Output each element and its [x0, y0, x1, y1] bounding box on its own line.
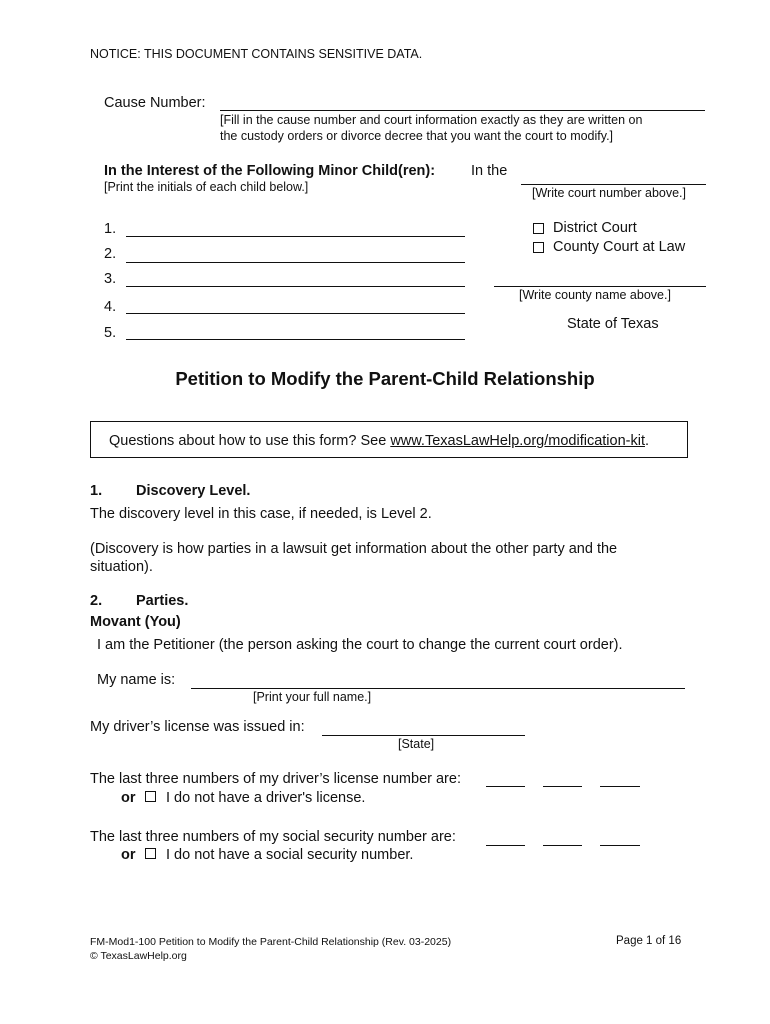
or-label-license: or [121, 790, 136, 806]
ssn-digit-field-1[interactable] [486, 845, 525, 846]
license-state-field[interactable] [322, 735, 525, 736]
district-court-checkbox[interactable] [533, 223, 544, 234]
help-link[interactable]: www.TexasLawHelp.org/modification-kit [390, 433, 645, 449]
no-license-label: I do not have a driver's license. [166, 790, 366, 806]
section-1-heading: Discovery Level. [136, 483, 251, 499]
children-heading: In the Interest of the Following Minor Child(ren): [104, 163, 436, 179]
ssn-digit-field-3[interactable] [600, 845, 640, 846]
county-court-label: County Court at Law [553, 239, 686, 255]
document-title: Petition to Modify the Parent-Child Relationship [175, 368, 595, 389]
discovery-level-text: The discovery level in this case, if needed, is Level 2. [90, 506, 432, 522]
child-initials-field-2[interactable] [126, 262, 465, 263]
or-label-ssn: or [121, 847, 136, 863]
child-number-4: 4. [104, 299, 117, 315]
discovery-note-line2: situation). [90, 559, 153, 575]
child-initials-field-1[interactable] [126, 236, 465, 237]
county-court-checkbox[interactable] [533, 242, 544, 253]
child-number-5: 5. [104, 325, 117, 341]
footer-form-id: FM-Mod1-100 Petition to Modify the Parent-Child Relationship (Rev. 03-2025) [90, 936, 452, 948]
section-1-number: 1. [90, 483, 103, 499]
state-label: State of Texas [567, 316, 659, 332]
full-name-field[interactable] [191, 688, 685, 689]
child-initials-field-4[interactable] [126, 313, 465, 314]
footer-copyright: © TexasLawHelp.org [90, 950, 187, 962]
child-initials-field-5[interactable] [126, 339, 465, 340]
ssn-digit-field-2[interactable] [543, 845, 582, 846]
help-notice-text [109, 433, 649, 449]
sensitive-data-notice: NOTICE: THIS DOCUMENT CONTAINS SENSITIVE DATA. [90, 47, 423, 61]
ssn-numbers-label: The last three numbers of my social security number are: [90, 829, 456, 845]
court-number-hint: [Write court number above.] [532, 186, 687, 200]
movant-subheading: Movant (You) [90, 614, 181, 630]
county-name-hint: [Write county name above.] [519, 288, 671, 302]
cause-hint-line1: [Fill in the cause number and court information exactly as they are written on [220, 113, 643, 127]
help-notice-prefix: Questions about how to use this form? See [109, 433, 391, 449]
cause-number-field[interactable] [220, 110, 705, 111]
section-2-number: 2. [90, 593, 103, 609]
child-initials-field-3[interactable] [126, 286, 465, 287]
no-ssn-checkbox[interactable] [145, 848, 156, 859]
license-numbers-label: The last three numbers of my driver’s license number are: [90, 771, 461, 787]
court-number-field[interactable] [521, 184, 706, 185]
child-number-3: 3. [104, 271, 117, 287]
no-ssn-label: I do not have a social security number. [166, 847, 414, 863]
in-the-label: In the [471, 163, 508, 179]
help-notice-period: . [644, 433, 649, 449]
license-digit-field-3[interactable] [600, 786, 640, 787]
cause-number-label: Cause Number: [104, 95, 206, 111]
state-hint: [State] [398, 737, 435, 751]
license-digit-field-2[interactable] [543, 786, 582, 787]
cause-hint-line2: the custody orders or divorce decree that you want the court to modify.] [220, 129, 614, 143]
name-label: My name is: [97, 672, 176, 688]
footer-page-number: Page 1 of 16 [616, 935, 682, 947]
district-court-label: District Court [553, 220, 637, 236]
county-name-field[interactable] [494, 286, 706, 287]
license-digit-field-1[interactable] [486, 786, 525, 787]
license-state-label: My driver’s license was issued in: [90, 719, 305, 735]
child-number-1: 1. [104, 221, 117, 237]
child-number-2: 2. [104, 246, 117, 262]
section-2-heading: Parties. [136, 593, 189, 609]
discovery-note-line1: (Discovery is how parties in a lawsuit get information about the other party and the [90, 541, 618, 557]
name-hint: [Print your full name.] [253, 690, 372, 704]
no-license-checkbox[interactable] [145, 791, 156, 802]
children-hint: [Print the initials of each child below.] [104, 180, 309, 194]
petitioner-statement: I am the Petitioner (the person asking the court to change the current court order). [97, 637, 623, 653]
